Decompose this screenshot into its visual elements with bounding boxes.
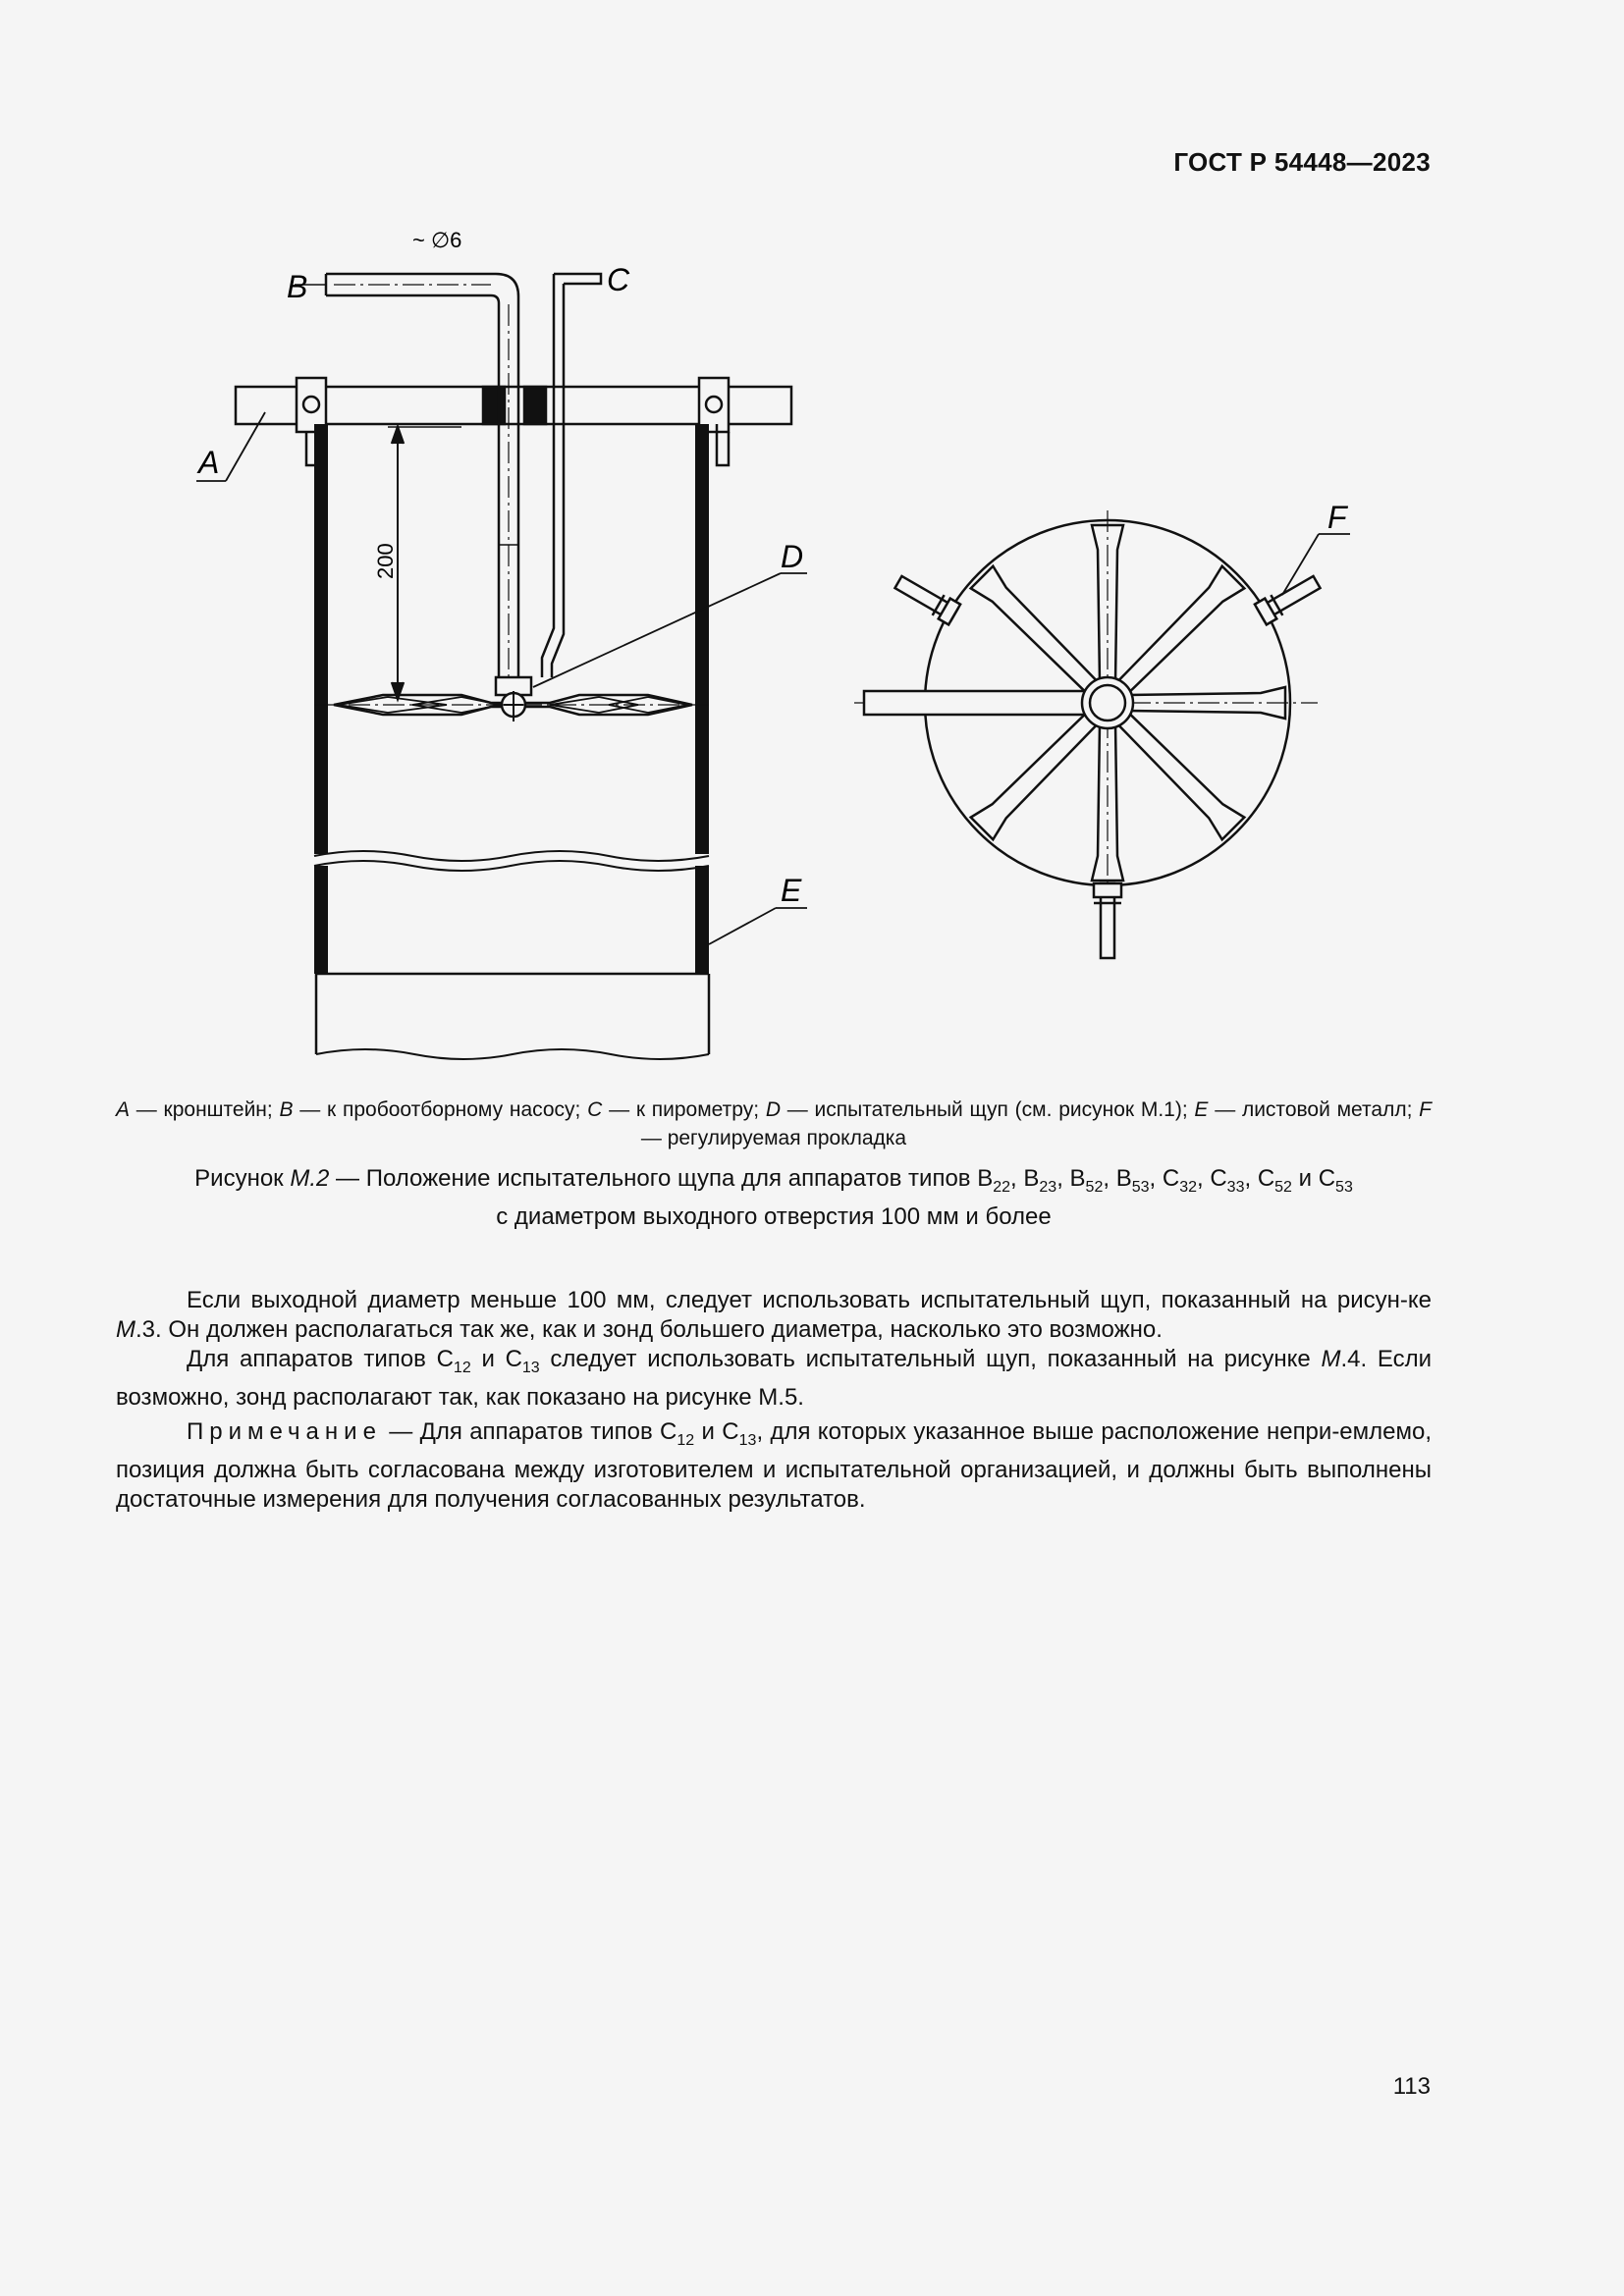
figure-legend: A — кронштейн; B — к пробоотборному насосу; C — к пирометру; D — испытательный щуп (см. рисунок М.1); E — листовой металл; F — регулируемая прокладка — [116, 1098, 1432, 1149]
duct-wall-right-lower — [695, 866, 709, 974]
bracket-insert — [483, 387, 505, 424]
diameter-label: ~ ∅6 — [412, 228, 462, 252]
bracket-insert — [524, 387, 546, 424]
caption-line-2: с диаметром выходного отверстия 100 мм и более — [496, 1202, 1052, 1230]
clamp-right — [699, 378, 729, 432]
label-f: F — [1327, 500, 1347, 535]
side-view — [196, 274, 807, 1059]
label-c: C — [607, 262, 630, 297]
figure-caption — [116, 1164, 1432, 1232]
clamp-left — [297, 378, 326, 432]
duct-wall-left-lower — [314, 866, 328, 974]
apparatus-type: $B_{22}$, — [977, 1165, 1024, 1196]
apparatus-type: $B_{23}$, — [1023, 1165, 1070, 1196]
label-e: E — [781, 873, 802, 908]
note-label: Примечание — [187, 1418, 382, 1445]
caption-line-1: Рисунок М.2 — Положение испытательного щупа для аппаратов типов $B_{22}$, $B_{23}$, $B_{52}$, $B_{53}$, $C_{32}$, $C_{33}$, $C_{52}$ и $C_{53}$ — [194, 1165, 1353, 1196]
paragraph-1: Если выходной диаметр меньше 100 мм, следует использовать испытательный щуп, показанный на рисун-ке М.3. Он должен располагаться так же, как и зонд большего диаметра, насколько это возможно. — [116, 1287, 1432, 1343]
apparatus-type: $C_{53}$ — [1318, 1165, 1353, 1196]
label-d: D — [781, 539, 804, 574]
apparatus-type: $C_{33}$, — [1210, 1165, 1258, 1196]
caption-types — [977, 1165, 1353, 1196]
document-header: ГОСТ Р 54448—2023 — [1173, 147, 1431, 177]
duct-wall-left — [314, 424, 328, 854]
probe-position-figure — [0, 0, 1624, 1090]
apparatus-type: $C_{52}$ и — [1257, 1165, 1319, 1196]
label-a: A — [198, 445, 220, 480]
apparatus-type: $B_{53}$, — [1115, 1165, 1163, 1196]
plan-view — [854, 510, 1350, 958]
label-b: B — [287, 269, 308, 304]
height-dimension-label: 200 — [373, 543, 398, 579]
duct-wall-right — [695, 424, 709, 854]
apparatus-type: $C_{32}$, — [1162, 1165, 1211, 1196]
apparatus-type: $B_{52}$, — [1069, 1165, 1116, 1196]
note-paragraph: Примечание — Для аппаратов типов $C_{12}$ и $C_{13}$, для которых указанное выше расположение непри-емлемо, позиция должна быть согласована между изготовителем и испытательной организацией, и должны быть выполнены достаточные измерения для получения согласованных результатов. — [116, 1418, 1433, 1513]
paragraph-2: Для аппаратов типов $C_{12}$ и $C_{13}$ следует использовать испытательный щуп, показанный на рисунке М.4. Если возможно, зонд располагают так, как показано на рисунке М.5. — [116, 1346, 1433, 1411]
page-number: 113 — [1392, 2073, 1431, 2100]
